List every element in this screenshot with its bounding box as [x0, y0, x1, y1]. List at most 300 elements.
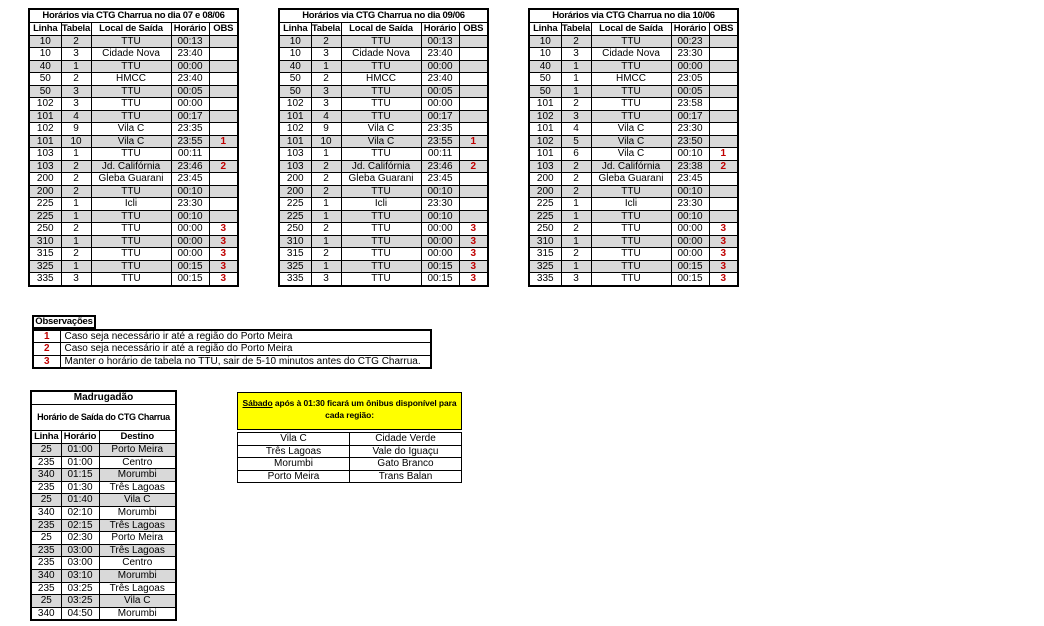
table-cell: 2: [561, 98, 591, 111]
table-cell: 10: [29, 48, 61, 61]
table-cell: 00:17: [671, 110, 709, 123]
table-cell: 03:00: [61, 557, 99, 570]
table-row: [31, 494, 176, 507]
table-cell: 50: [29, 85, 61, 98]
table-cell: TTU: [341, 35, 421, 48]
table-row: [529, 123, 738, 136]
table-cell: 3: [209, 223, 238, 236]
table-body: [529, 35, 738, 286]
table-cell: 2: [61, 223, 91, 236]
table-cell: 02:15: [61, 519, 99, 532]
table-cell: 3: [709, 223, 738, 236]
table-cell: 1: [311, 260, 341, 273]
table-cell: 10: [279, 35, 311, 48]
table-cell: [459, 73, 488, 86]
table-cell: 3: [209, 248, 238, 261]
table-row: [529, 73, 738, 86]
table-cell: 00:15: [671, 260, 709, 273]
table-cell: 102: [529, 110, 561, 123]
table-cell: Icli: [591, 198, 671, 211]
table-cell: TTU: [341, 273, 421, 286]
table-row: [529, 273, 738, 286]
table-cell: TTU: [91, 210, 171, 223]
table-cell: Vale do Iguaçu: [350, 445, 462, 458]
column-header: Linha: [29, 23, 61, 36]
table-cell: 23:45: [421, 173, 459, 186]
table-cell: 200: [29, 185, 61, 198]
table-cell: 3: [561, 48, 591, 61]
table-cell: 23:05: [671, 73, 709, 86]
table-cell: [459, 123, 488, 136]
table-cell: 1: [311, 148, 341, 161]
table-cell: 101: [529, 98, 561, 111]
table-cell: TTU: [91, 248, 171, 261]
table-cell: Morumbi: [238, 458, 350, 471]
table-subtitle: Horário de Saída do CTG Charrua: [31, 405, 176, 431]
table-cell: 2: [311, 73, 341, 86]
table-row: [279, 160, 488, 173]
column-header: Horário: [671, 23, 709, 36]
column-header: Linha: [529, 23, 561, 36]
table-cell: 00:15: [421, 260, 459, 273]
table-cell: TTU: [91, 35, 171, 48]
table-cell: 2: [209, 160, 238, 173]
table-cell: 235: [31, 557, 61, 570]
table-cell: 23:30: [171, 198, 209, 211]
table-cell: 225: [29, 198, 61, 211]
table-cell: 3: [311, 273, 341, 286]
table-cell: 335: [279, 273, 311, 286]
table-cell: 3: [311, 48, 341, 61]
table-row: [29, 110, 238, 123]
table-cell: 00:17: [171, 110, 209, 123]
table-title-row: [29, 9, 238, 23]
table-cell: 3: [561, 273, 591, 286]
table-row: [29, 273, 238, 286]
table-row: [31, 444, 176, 457]
table-row: [529, 210, 738, 223]
table-cell: 23:30: [421, 198, 459, 211]
table-cell: Vila C: [91, 123, 171, 136]
table-cell: 00:00: [671, 248, 709, 261]
table-cell: [209, 110, 238, 123]
table-cell: Manter o horário de tabela no TTU, sair de 5-10 minutos antes do CTG Charrua.: [60, 355, 431, 368]
table-cell: 3: [61, 98, 91, 111]
table-cell: Cidade Nova: [91, 48, 171, 61]
table-row: [29, 123, 238, 136]
table-cell: [709, 48, 738, 61]
table-cell: 3: [459, 248, 488, 261]
table-row: [29, 223, 238, 236]
table-cell: TTU: [591, 248, 671, 261]
table-cell: 325: [29, 260, 61, 273]
table-cell: [459, 148, 488, 161]
table-cell: [459, 173, 488, 186]
table-cell: 103: [29, 148, 61, 161]
table-cell: 102: [279, 123, 311, 136]
column-header: OBS: [209, 23, 238, 36]
table-cell: 02:10: [61, 506, 99, 519]
table-cell: Gleba Guarani: [591, 173, 671, 186]
table-cell: [459, 185, 488, 198]
table-row: [279, 85, 488, 98]
table-row: [31, 506, 176, 519]
table-cell: Vila C: [341, 123, 421, 136]
table-cell: 50: [279, 73, 311, 86]
column-header: Linha: [279, 23, 311, 36]
table-cell: 2: [61, 73, 91, 86]
table-row: [29, 235, 238, 248]
table-cell: TTU: [341, 235, 421, 248]
table-cell: TTU: [91, 60, 171, 73]
table-cell: 2: [61, 35, 91, 48]
table-cell: Gleba Guarani: [91, 173, 171, 186]
table-row: [529, 248, 738, 261]
table-cell: Jd. Califórnia: [341, 160, 421, 173]
table-cell: Icli: [91, 198, 171, 211]
schedule-table-day-09: [278, 8, 489, 287]
table-cell: TTU: [91, 223, 171, 236]
table-cell: 2: [61, 173, 91, 186]
table-cell: 00:10: [171, 185, 209, 198]
table-cell: 102: [29, 123, 61, 136]
table-cell: 00:10: [671, 210, 709, 223]
table-title: Horários via CTG Charrua no dia 07 e 08/06: [29, 9, 238, 23]
table-cell: Morumbi: [99, 506, 176, 519]
table-row: [279, 123, 488, 136]
table-cell: Caso seja necessário ir até a região do Porto Meira: [60, 343, 431, 355]
table-cell: 03:25: [61, 582, 99, 595]
table-cell: 00:00: [171, 235, 209, 248]
table-cell: [459, 98, 488, 111]
table-cell: TTU: [91, 185, 171, 198]
table-row: [31, 607, 176, 620]
table-cell: 40: [529, 60, 561, 73]
table-cell: 23:50: [671, 135, 709, 148]
table-cell: 4: [561, 123, 591, 136]
table-row: [279, 173, 488, 186]
table-cell: [709, 98, 738, 111]
table-cell: [709, 85, 738, 98]
table-cell: 2: [61, 160, 91, 173]
table-cell: 101: [529, 123, 561, 136]
table-cell: 23:35: [171, 123, 209, 136]
table-cell: Vila C: [238, 433, 350, 446]
table-cell: Cidade Verde: [350, 433, 462, 446]
table-cell: 00:00: [421, 60, 459, 73]
table-cell: 2: [311, 248, 341, 261]
table-row: [29, 148, 238, 161]
table-cell: 04:50: [61, 607, 99, 620]
table-cell: 00:00: [671, 235, 709, 248]
table-cell: 1: [311, 235, 341, 248]
table-cell: 340: [31, 607, 61, 620]
table-cell: [709, 198, 738, 211]
table-body: [33, 330, 431, 368]
table-cell: 2: [311, 160, 341, 173]
table-cell: 23:35: [421, 123, 459, 136]
table-row: [29, 85, 238, 98]
table-cell: 200: [279, 173, 311, 186]
table-cell: 2: [311, 173, 341, 186]
table-cell: Centro: [99, 456, 176, 469]
column-header: OBS: [709, 23, 738, 36]
table-cell: 2: [311, 35, 341, 48]
table-row: [238, 470, 462, 483]
table-body: [29, 35, 238, 286]
table-cell: [459, 60, 488, 73]
table-cell: 4: [311, 110, 341, 123]
table-cell: 00:15: [171, 273, 209, 286]
column-header: Horário: [421, 23, 459, 36]
table-cell: 23:40: [171, 48, 209, 61]
table-cell: 235: [31, 519, 61, 532]
table-cell: 00:00: [421, 98, 459, 111]
table-cell: 2: [459, 160, 488, 173]
table-cell: 2: [311, 223, 341, 236]
table-cell: 3: [709, 235, 738, 248]
table-cell: TTU: [341, 98, 421, 111]
table-row: [238, 445, 462, 458]
table-cell: 50: [29, 73, 61, 86]
table-cell: 1: [561, 260, 591, 273]
table-cell: 23:46: [421, 160, 459, 173]
table-cell: TTU: [341, 210, 421, 223]
table-cell: 01:00: [61, 444, 99, 457]
table-cell: 00:00: [171, 60, 209, 73]
table-header-row: [31, 431, 176, 444]
table-cell: 1: [561, 73, 591, 86]
table-cell: 1: [61, 260, 91, 273]
table-cell: Morumbi: [99, 469, 176, 482]
table-cell: TTU: [91, 110, 171, 123]
table-row: [29, 185, 238, 198]
table-cell: 03:10: [61, 569, 99, 582]
table-cell: [209, 73, 238, 86]
table-row: [529, 235, 738, 248]
table-row: [529, 35, 738, 48]
table-cell: 2: [61, 248, 91, 261]
table-cell: 23:40: [421, 73, 459, 86]
table-cell: 3: [311, 98, 341, 111]
table-row: [529, 160, 738, 173]
table-cell: Morumbi: [99, 607, 176, 620]
table-cell: TTU: [341, 60, 421, 73]
table-cell: 1: [709, 148, 738, 161]
column-header: Tabela: [61, 23, 91, 34]
table-cell: Icli: [341, 198, 421, 211]
table-row: [31, 595, 176, 608]
column-header: Tabela: [561, 23, 591, 34]
schedule-table-day-10: [528, 8, 739, 287]
table-cell: 00:15: [421, 273, 459, 286]
table-cell: 23:40: [421, 48, 459, 61]
table-cell: 3: [459, 273, 488, 286]
table-cell: [709, 123, 738, 136]
table-cell: 3: [709, 260, 738, 273]
table-cell: 101: [29, 135, 61, 148]
table-cell: TTU: [341, 185, 421, 198]
table-cell: 40: [279, 60, 311, 73]
table-cell: TTU: [91, 235, 171, 248]
table-cell: TTU: [591, 85, 671, 98]
table-cell: TTU: [91, 273, 171, 286]
table-row: [29, 198, 238, 211]
table-cell: 23:55: [421, 135, 459, 148]
table-header-row: [529, 23, 738, 36]
table-cell: Porto Meira: [238, 470, 350, 483]
table-cell: 1: [311, 60, 341, 73]
table-cell: 02:30: [61, 532, 99, 545]
table-cell: 310: [279, 235, 311, 248]
table-cell: 10: [279, 48, 311, 61]
table-cell: 3: [709, 273, 738, 286]
table-cell: TTU: [341, 85, 421, 98]
table-row: [279, 60, 488, 73]
table-cell: TTU: [591, 223, 671, 236]
table-cell: [709, 210, 738, 223]
saturday-note-highlight: Sábado: [242, 398, 273, 408]
table-cell: [709, 60, 738, 73]
table-row: [29, 173, 238, 186]
table-cell: Vila C: [341, 135, 421, 148]
table-body: [238, 433, 462, 483]
table-cell: 00:17: [421, 110, 459, 123]
table-cell: 00:00: [171, 98, 209, 111]
table-row: [279, 110, 488, 123]
regions-table: [237, 432, 462, 483]
table-cell: [709, 73, 738, 86]
table-row: [29, 35, 238, 48]
table-cell: 1: [61, 60, 91, 73]
table-cell: 102: [279, 98, 311, 111]
table-cell: Cidade Nova: [591, 48, 671, 61]
table-cell: 335: [29, 273, 61, 286]
table-cell: 2: [311, 185, 341, 198]
table-cell: TTU: [591, 110, 671, 123]
table-cell: 103: [279, 148, 311, 161]
table-cell: 103: [279, 160, 311, 173]
table-cell: [209, 85, 238, 98]
table-cell: 00:00: [421, 223, 459, 236]
table-cell: HMCC: [91, 73, 171, 86]
table-title-row: [279, 9, 488, 23]
table-row: [529, 85, 738, 98]
table-cell: TTU: [591, 98, 671, 111]
table-cell: 9: [311, 123, 341, 136]
table-cell: 23:40: [171, 73, 209, 86]
table-cell: [709, 173, 738, 186]
table-cell: 225: [279, 210, 311, 223]
table-row: [529, 173, 738, 186]
table-cell: TTU: [341, 148, 421, 161]
table-row: [279, 223, 488, 236]
table-cell: 101: [529, 148, 561, 161]
table-cell: 200: [29, 173, 61, 186]
table-cell: Porto Meira: [99, 444, 176, 457]
table-cell: 2: [561, 160, 591, 173]
table-cell: [709, 135, 738, 148]
column-header: Local de Saída: [341, 23, 421, 36]
table-cell: 1: [459, 135, 488, 148]
table-title-row: [31, 391, 176, 405]
table-cell: 1: [209, 135, 238, 148]
table-cell: 23:30: [671, 48, 709, 61]
table-cell: TTU: [91, 260, 171, 273]
table-cell: 00:10: [671, 148, 709, 161]
table-cell: 23:30: [671, 198, 709, 211]
table-row: [31, 519, 176, 532]
table-row: [529, 60, 738, 73]
table-cell: 235: [31, 582, 61, 595]
table-row: [29, 135, 238, 148]
table-cell: 250: [29, 223, 61, 236]
table-cell: [459, 85, 488, 98]
table-cell: 50: [279, 85, 311, 98]
table-title: Horários via CTG Charrua no dia 10/06: [529, 9, 738, 23]
table-cell: 00:15: [671, 273, 709, 286]
table-cell: 315: [279, 248, 311, 261]
table-row: [279, 248, 488, 261]
table-row: [31, 481, 176, 494]
table-row: [29, 160, 238, 173]
table-cell: 00:10: [421, 185, 459, 198]
table-cell: 2: [561, 35, 591, 48]
table-cell: 00:10: [671, 185, 709, 198]
table-cell: 3: [33, 355, 60, 368]
table-cell: [209, 123, 238, 136]
table-row: [238, 458, 462, 471]
table-cell: 9: [61, 123, 91, 136]
table-cell: 25: [31, 595, 61, 608]
table-cell: 1: [311, 210, 341, 223]
table-cell: [709, 35, 738, 48]
table-cell: [459, 35, 488, 48]
table-cell: 23:30: [671, 123, 709, 136]
table-row: [279, 98, 488, 111]
table-cell: [209, 185, 238, 198]
observations-table: [32, 329, 432, 369]
table-cell: Jd. Califórnia: [91, 160, 171, 173]
table-cell: 3: [61, 273, 91, 286]
table-cell: [209, 173, 238, 186]
table-cell: 235: [31, 481, 61, 494]
table-title: Horários via CTG Charrua no dia 09/06: [279, 9, 488, 23]
table-cell: TTU: [591, 185, 671, 198]
table-cell: Três Lagoas: [99, 544, 176, 557]
schedule-table-day-07-08: [28, 8, 239, 287]
table-cell: 2: [561, 248, 591, 261]
column-header: Horário: [61, 431, 99, 444]
table-cell: 315: [529, 248, 561, 261]
table-cell: TTU: [341, 110, 421, 123]
table-row: [279, 48, 488, 61]
table-cell: 50: [529, 73, 561, 86]
table-row: [279, 135, 488, 148]
table-row: [279, 210, 488, 223]
table-cell: 3: [61, 48, 91, 61]
table-cell: 102: [29, 98, 61, 111]
table-row: [279, 273, 488, 286]
table-cell: 00:00: [171, 248, 209, 261]
table-cell: 225: [529, 210, 561, 223]
table-cell: Jd. Califórnia: [591, 160, 671, 173]
table-cell: TTU: [91, 148, 171, 161]
table-cell: Gleba Guarani: [341, 173, 421, 186]
table-cell: Vila C: [99, 494, 176, 507]
table-cell: Centro: [99, 557, 176, 570]
table-cell: 225: [529, 198, 561, 211]
